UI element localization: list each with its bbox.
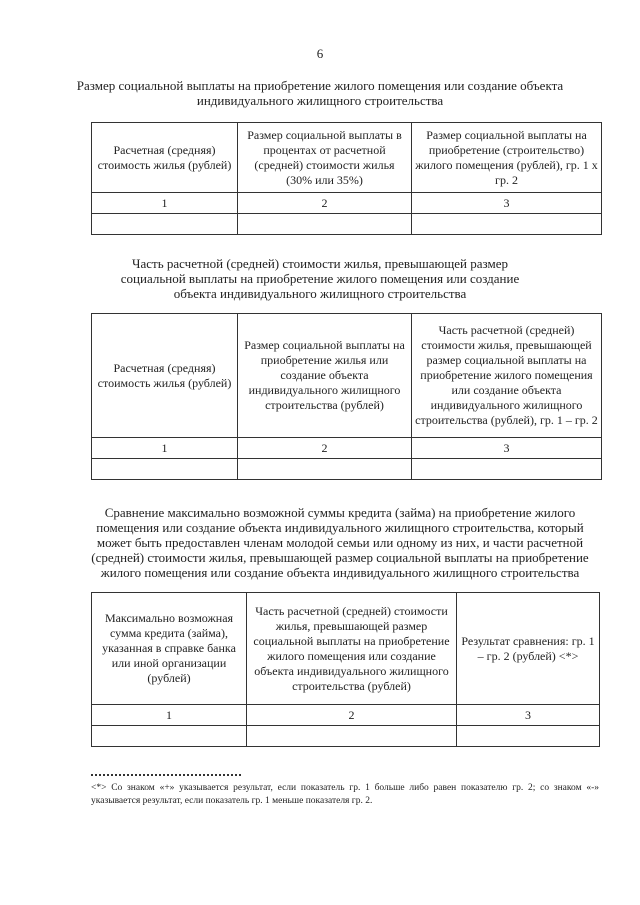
value-cell: [238, 214, 412, 235]
section-3-heading: Сравнение максимально возможной суммы кредита (займа) на приобретение жилого помещения или создание объекта индивидуального жилищного строительства, который может быть предоставлен членам молодой семьи или одному из них, и части расчетной (средней) стоимости жилья, превышающей размер социальной выплаты на приобретение жилого помещения или создание объекта индивидуального жилищного строительства: [91, 505, 589, 580]
column-number: 1: [92, 438, 238, 459]
column-number: 2: [238, 193, 412, 214]
value-cell: [238, 459, 412, 480]
column-header: Часть расчетной (средней) стоимости жилья, превышающей размер социальной выплаты на приобретение жилого помещения или создание объекта индивидуального жилищного строительства (рублей), гр. 1 – гр. 2: [412, 314, 602, 438]
column-header: Расчетная (средняя) стоимость жилья (рублей): [92, 314, 238, 438]
column-header: Размер социальной выплаты на приобретение (строительство) жилого помещения (рублей), гр. 1 х гр. 2: [412, 123, 602, 193]
section-2-heading: Часть расчетной (средней) стоимости жилья, превышающей размер социальной выплаты на приобретение жилого помещения или создание объекта индивидуального жилищного строительства: [120, 256, 520, 301]
column-header: Максимально возможная сумма кредита (займа), указанная в справке банка или иной организации (рублей): [92, 593, 247, 705]
column-header: Часть расчетной (средней) стоимости жилья, превышающей размер социальной выплаты на приобретение жилого помещения или создание объекта индивидуального жилищного строительства (рублей): [247, 593, 457, 705]
value-cell: [457, 726, 600, 747]
footnote: <*> Со знаком «+» указывается результат, если показатель гр. 1 больше либо равен показателю гр. 2; со знаком «-» указывается результат, если показатель гр. 1 меньше показателя гр. 2.: [91, 783, 599, 806]
column-number: 3: [412, 193, 602, 214]
value-cell: [412, 214, 602, 235]
section-1-table: [91, 122, 602, 235]
value-cell: [412, 459, 602, 480]
column-number: 3: [457, 705, 600, 726]
value-cell: [247, 726, 457, 747]
column-number: 2: [238, 438, 412, 459]
column-number: 1: [92, 193, 238, 214]
column-header: Размер социальной выплаты в процентах от расчетной (средней) стоимости жилья (30% или 35%): [238, 123, 412, 193]
section-1-heading: Размер социальной выплаты на приобретение жилого помещения или создание объекта индивидуального жилищного строительства: [76, 78, 564, 108]
section-3-table: [91, 592, 600, 747]
value-cell: [92, 214, 238, 235]
column-header: Результат сравнения: гр. 1 – гр. 2 (рублей) <*>: [457, 593, 600, 705]
column-number: 2: [247, 705, 457, 726]
column-number: 1: [92, 705, 247, 726]
footnote-divider: [91, 774, 241, 776]
page-number: 6: [316, 46, 324, 61]
column-number: 3: [412, 438, 602, 459]
column-header: Размер социальной выплаты на приобретение жилья или создание объекта индивидуального жилищного строительства (рублей): [238, 314, 412, 438]
column-header: Расчетная (средняя) стоимость жилья (рублей): [92, 123, 238, 193]
value-cell: [92, 459, 238, 480]
value-cell: [92, 726, 247, 747]
section-2-table: [91, 313, 602, 480]
